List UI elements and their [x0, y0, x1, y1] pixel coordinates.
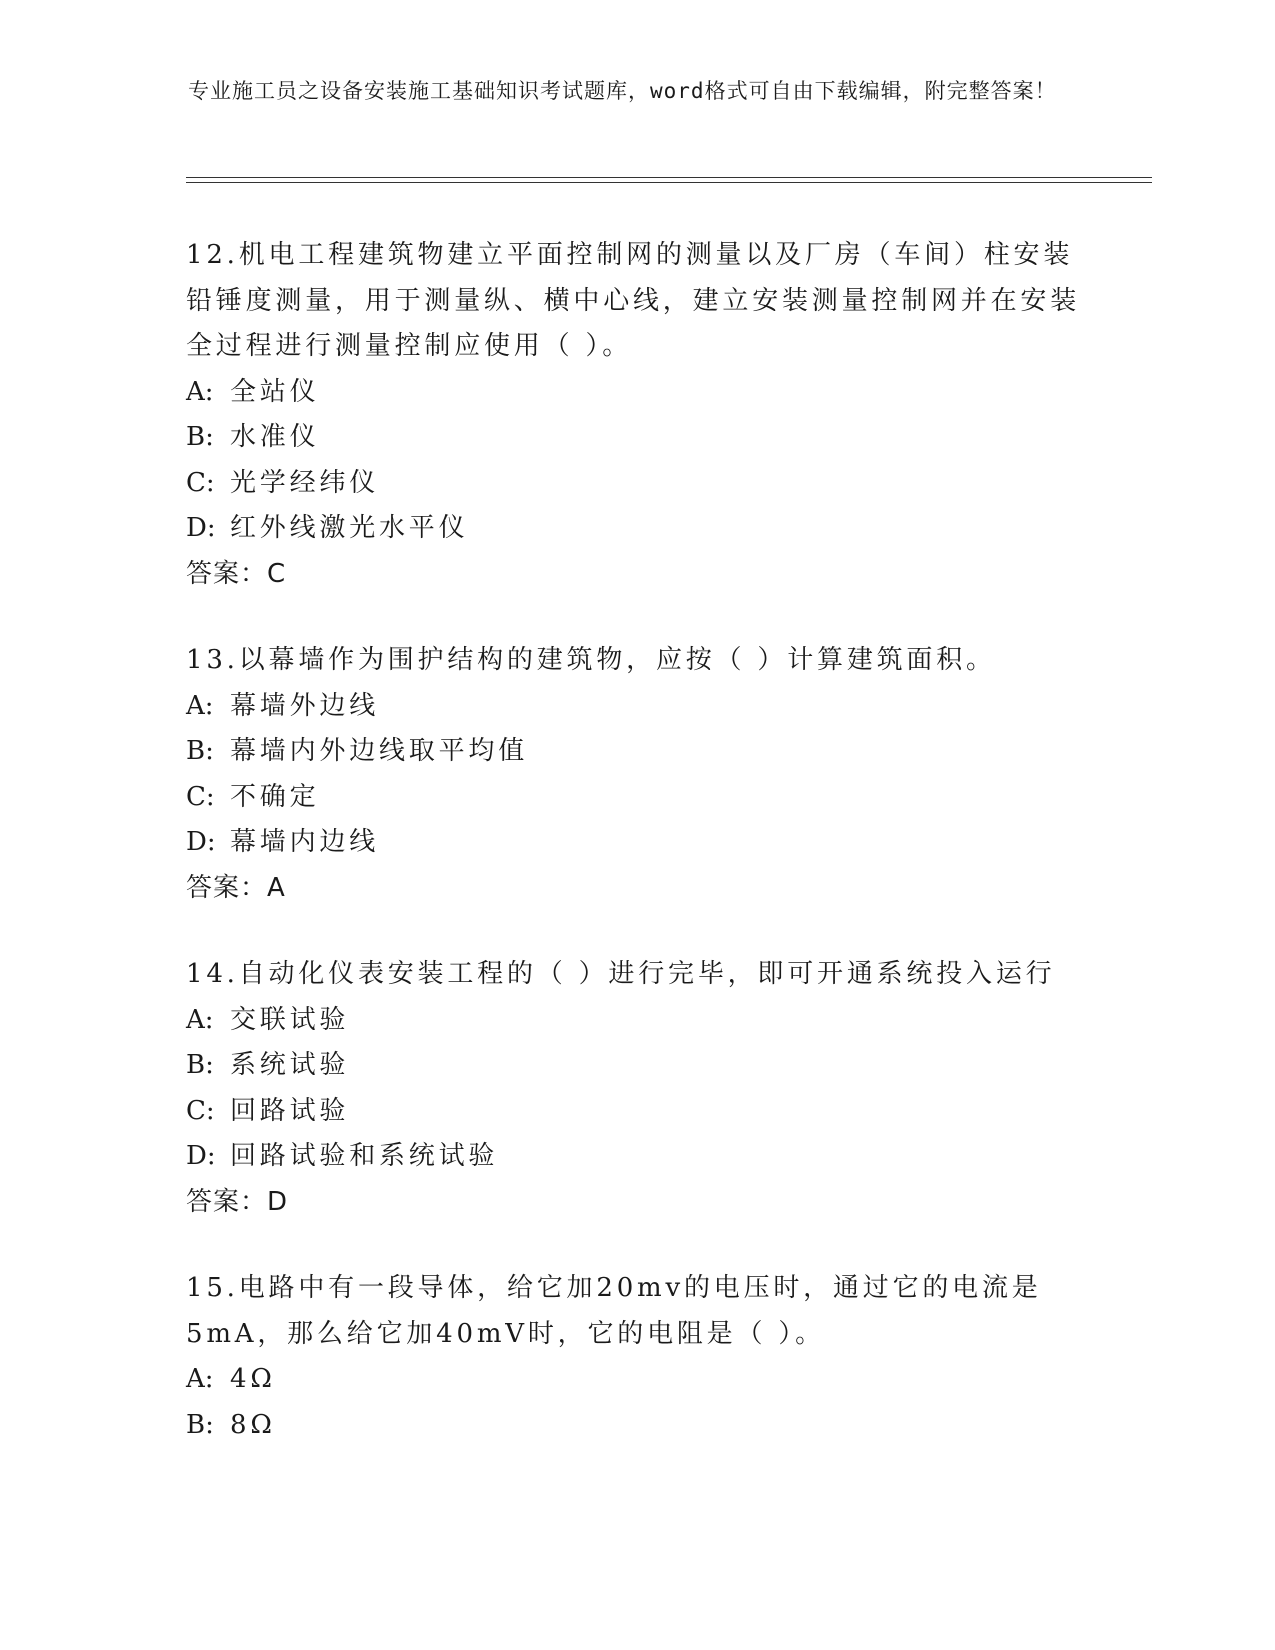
- header-divider-bottom: [186, 182, 1152, 183]
- option-a: [186, 370, 1086, 416]
- option-text: 幕墙内外边线取平均值: [230, 736, 529, 766]
- option-letter: C:: [186, 1095, 215, 1126]
- option-text: 回路试验: [230, 1095, 350, 1126]
- option-a: [186, 684, 1086, 730]
- answer-line: 答案：D: [186, 1186, 289, 1217]
- option-b: [186, 729, 1086, 775]
- question-15: [186, 1266, 1086, 1448]
- option-text: 红外线激光水平仪: [230, 513, 469, 543]
- option-letter: B:: [186, 1409, 214, 1440]
- option-letter: B:: [186, 736, 214, 766]
- option-letter: A:: [186, 1004, 214, 1035]
- question-stem: 13.以幕墙作为围护结构的建筑物，应按（ ）计算建筑面积。: [186, 645, 996, 675]
- option-letter: C:: [186, 781, 215, 812]
- option-letter: A:: [186, 1364, 214, 1394]
- option-text: 回路试验和系统试验: [230, 1141, 499, 1171]
- option-letter: D:: [186, 1141, 216, 1171]
- option-text: 不确定: [230, 781, 320, 812]
- question-14: [186, 952, 1086, 1225]
- option-text: 幕墙内边线: [230, 827, 380, 857]
- document-header: 专业施工员之设备安装施工基础知识考试题库，word格式可自由下载编辑，附完整答案！: [188, 79, 1057, 103]
- option-c: [186, 461, 1086, 507]
- header-divider-top: [186, 177, 1152, 178]
- option-letter: A:: [186, 376, 214, 407]
- question-stem: 14.自动化仪表安装工程的（ ）进行完毕，即可开通系统投入运行: [186, 959, 1056, 989]
- question-12: [186, 233, 1086, 597]
- option-text: 4Ω: [230, 1364, 276, 1394]
- option-b: [186, 415, 1086, 461]
- option-b: [186, 1403, 1086, 1449]
- option-text: 光学经纬仪: [230, 467, 380, 498]
- question-list: [186, 233, 1086, 1489]
- option-c: [186, 1089, 1086, 1135]
- option-letter: D:: [186, 513, 216, 543]
- question-stem: 12.机电工程建筑物建立平面控制网的测量以及厂房（车间）柱安装铅锤度测量，用于测量纵、横中心线，建立安装测量控制网并在安装全过程进行测量控制应使用（ ）。: [186, 240, 1081, 361]
- answer-line: 答案：A: [186, 872, 286, 903]
- option-text: 水准仪: [230, 422, 320, 452]
- option-c: [186, 775, 1086, 821]
- option-text: 系统试验: [230, 1050, 350, 1080]
- option-letter: D:: [186, 827, 216, 857]
- option-b: [186, 1043, 1086, 1089]
- question-13: [186, 638, 1086, 911]
- question-stem: 15.电路中有一段导体，给它加20mv的电压时，通过它的电流是5mA，那么给它加40mV时，它的电阻是（ ）。: [186, 1273, 1042, 1349]
- option-text: 幕墙外边线: [230, 690, 380, 721]
- option-letter: A:: [186, 690, 214, 721]
- option-d: [186, 506, 1086, 552]
- option-text: 交联试验: [230, 1004, 350, 1035]
- option-a: [186, 1357, 1086, 1403]
- option-letter: B:: [186, 1050, 214, 1080]
- option-d: [186, 1134, 1086, 1180]
- option-letter: C:: [186, 467, 215, 498]
- option-a: [186, 998, 1086, 1044]
- option-letter: B:: [186, 422, 214, 452]
- option-d: [186, 820, 1086, 866]
- answer-line: 答案：C: [186, 558, 287, 589]
- option-text: 8Ω: [230, 1409, 276, 1440]
- option-text: 全站仪: [230, 376, 320, 407]
